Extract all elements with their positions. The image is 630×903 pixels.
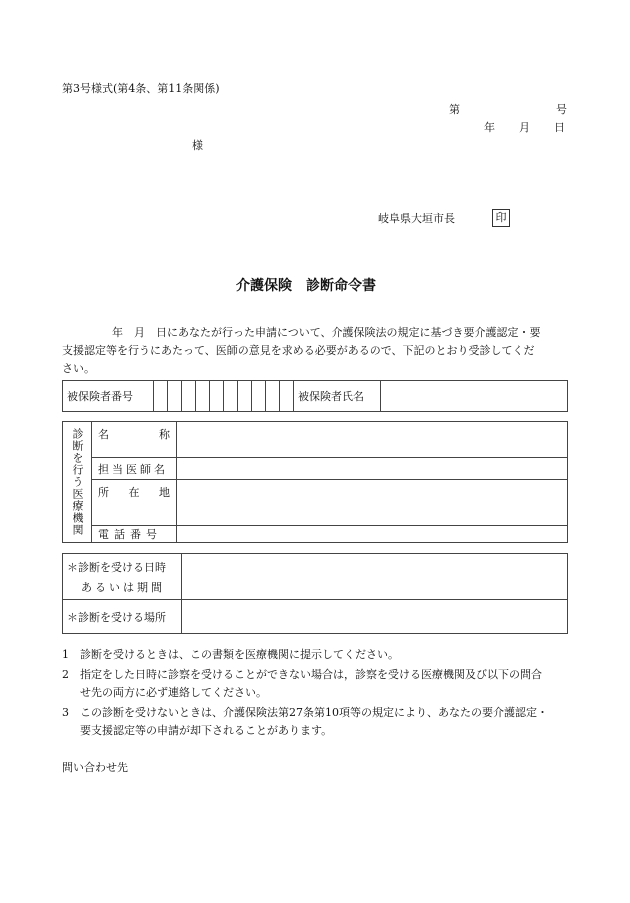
phone-field[interactable]: [177, 526, 568, 543]
insured-name-field[interactable]: [381, 381, 568, 412]
insured-number-box[interactable]: [266, 381, 280, 412]
body-line-2: 支援認定等を行うにあたって、医師の意見を求める必要があるので、下記のとおり受診してくだ: [62, 344, 535, 357]
insured-number-box[interactable]: [224, 381, 238, 412]
note-2-line-2: せ先の両方に必ず連絡してください。: [80, 686, 267, 699]
doctor-label: 担当医師名: [98, 462, 168, 476]
institution-table: [62, 421, 568, 543]
insured-number-box[interactable]: [210, 381, 224, 412]
insured-number-box[interactable]: [252, 381, 266, 412]
datetime-field[interactable]: [182, 554, 568, 600]
institution-side-label-cell: [63, 422, 92, 543]
insured-table: [62, 380, 568, 412]
datetime-label-1: ＊診断を受ける日時: [67, 560, 166, 574]
form-label: 第3号様式(第4条、第11条関係): [62, 82, 220, 95]
doctor-field[interactable]: [177, 458, 568, 480]
place-field[interactable]: [182, 600, 568, 634]
note-3-line-2: 要支援認定等の申請が却下されることがあります。: [80, 724, 333, 737]
datetime-label-cell: [63, 554, 182, 600]
institution-name-label: 名 称: [98, 428, 170, 441]
insured-number-box[interactable]: [238, 381, 252, 412]
issuer: 岐阜県大垣市長: [378, 212, 455, 225]
insured-number-box[interactable]: [182, 381, 196, 412]
note-1: 1 診断を受けるときは、この書類を医療機関に提示してください。: [62, 648, 399, 661]
page-title: 介護保険 診断命令書: [236, 278, 376, 294]
insured-number-box[interactable]: [168, 381, 182, 412]
note-3-line-1: 3 この診断を受けないときは、介護保険法第27条第10項等の規定により、あなたの要介護認定・: [62, 706, 548, 719]
phone-label-cell: [92, 526, 177, 543]
insured-name-label: 被保険者氏名: [294, 381, 381, 412]
addressee-suffix: 様: [192, 139, 203, 152]
number-suffix: 号: [556, 103, 567, 116]
schedule-table: [62, 553, 568, 634]
address-label-cell: [92, 480, 177, 526]
date-month: 月: [519, 121, 530, 134]
insured-number-label: 被保険者番号: [63, 381, 154, 412]
phone-label: 電話番号: [98, 528, 162, 541]
body-line-1: 年 月 日にあなたが行った申請について、介護保険法の規定に基づき要介護認定・要: [112, 326, 541, 339]
contact-label: 問い合わせ先: [62, 761, 128, 774]
insured-number-box[interactable]: [196, 381, 210, 412]
number-prefix: 第: [449, 103, 460, 116]
institution-side-label: 診断を行う医療機関: [71, 428, 84, 536]
insured-number-box[interactable]: [280, 381, 294, 412]
doctor-label-cell: [92, 458, 177, 480]
date-year: 年: [484, 121, 495, 134]
date-day: 日: [554, 121, 565, 134]
place-label: ＊診断を受ける場所: [67, 610, 166, 624]
body-line-3: さい。: [62, 362, 95, 375]
seal-mark: 印: [492, 209, 510, 227]
institution-name-label-cell: [92, 422, 177, 458]
place-label-cell: [63, 600, 182, 634]
note-2-line-1: 2 指定をした日時に診察を受けることができない場合は，診察を受ける医療機関及び以下の問合: [62, 668, 542, 681]
address-label: 所 在 地: [98, 486, 170, 499]
institution-name-field[interactable]: [177, 422, 568, 458]
address-field[interactable]: [177, 480, 568, 526]
datetime-label-2: あるいは期間: [81, 580, 165, 594]
insured-number-box[interactable]: [154, 381, 168, 412]
